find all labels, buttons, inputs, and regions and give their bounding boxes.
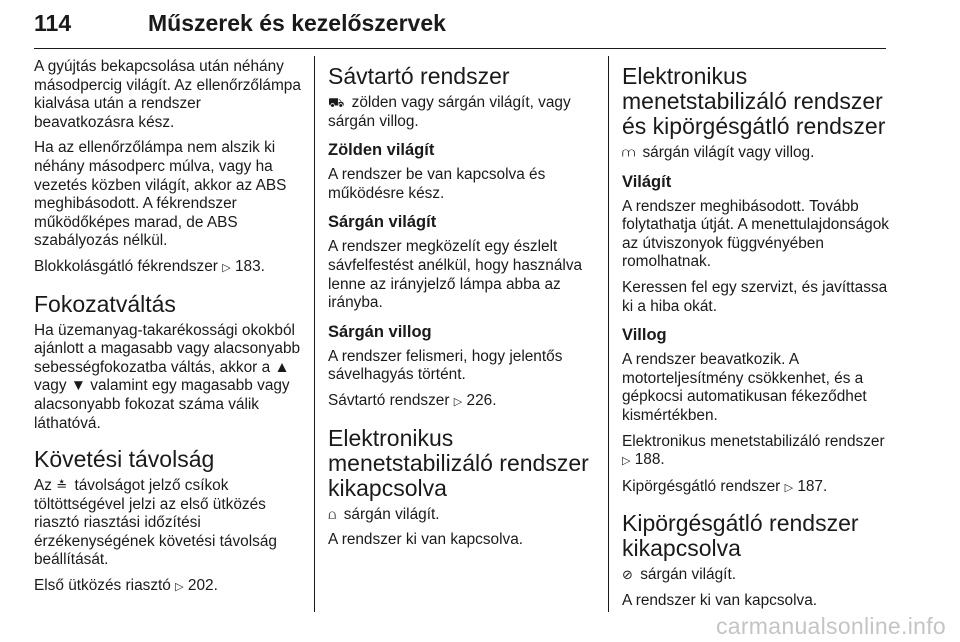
tc-off-text: ⊘ sárgán világít. [622,566,737,584]
heading-kovetesi-tavolsag: Követési távolság [34,446,215,473]
ref-arrow-icon: ▷ [222,261,231,274]
esp-icon: ⩋ [622,145,636,160]
heading-sargan-vilagit: Sárgán világít [328,213,437,232]
savtarto-text: ⛟ zölden vagy sárgán világít, vagy sárgán villog. [328,94,571,130]
zolden-text: A rendszer be van kapcsolva és működésre kész. [328,166,546,202]
savtarto-reference: Sávtartó rendszer ▷ 226. [328,391,497,409]
villog-paragraph-1: A rendszer beavatkozik. A motorteljesítmény csökkenhet, és a gépkocsi automatikusan fékeződhet kismértékben. [622,351,867,424]
vilagit-paragraph-1: A rendszer meghibásodott. Tovább folytathatja útját. A menettulajdonságok az útviszonyok függvényében romolhatnak. [622,197,889,271]
elso-utkozes-page-link[interactable]: 202. [187,577,218,595]
heading-villog: Villog [622,326,667,345]
column-3 [622,58,897,618]
heading-fokozatvaltas: Fokozatváltás [34,290,176,317]
fokozatvaltas-text: Ha üzemanyag-takarékossági okokból ajánlott a magasabb vagy alacsonyabb sebességfokozatba váltás, akkor a ▲ vagy ▼ valamint egy magasabb vagy alacsonyabb fokozat száma válik láthatóvá. [34,321,301,432]
esp-off-icon: ⩍ [328,506,337,522]
esp-reference: Elektronikus menetstabilizáló rendszer ▷ 188. [622,432,885,469]
vilagit-paragraph-2: Keressen fel egy szervizt, és javíttassa ki a hiba okát. [622,278,888,315]
column-divider [314,56,315,612]
heading-esp-kikapcsolva: Elektronikus menetstabilizáló rendszer kikapcsolva [328,424,589,501]
heading-savtarto: Sávtartó rendszer [328,63,510,89]
column-2 [328,58,598,557]
heading-sargan-villog: Sárgán villog [328,322,432,341]
abs-paragraph-1: A gyújtás bekapcsolása után néhány másodpercig világít. Az ellenőrzőlámpa kialvása után a rendszer beavatkozásra kész. [34,58,301,131]
abs-paragraph-2: Ha az ellenőrzőlámpa nem alszik ki néhány másodperc múlva, vagy ha vezetés közben világít, akkor az ABS meghibásodott. A fékrendszer működőképes marad, de ABS szabályozás nélkül. [34,139,287,250]
ref-arrow-icon: ▷ [622,455,631,468]
esp-page-link[interactable]: 188. [634,451,665,469]
heading-vilagit: Világít [622,172,672,191]
column-divider [608,56,609,612]
ref-arrow-icon: ▷ [784,481,794,494]
tc-off-text-2: A rendszer ki van kapcsolva. [622,591,818,609]
tc-page-link[interactable]: 187. [797,477,828,495]
esp-off-text-2: A rendszer ki van kapcsolva. [328,531,524,549]
distance-icon: ≛ [56,478,68,494]
watermark: carmanualsonline.info [715,613,946,639]
tc-off-icon: ⊘ [622,567,633,583]
ref-arrow-icon: ▷ [175,581,184,594]
lane-keep-icon: ⛟ [328,95,345,110]
sargan-text: A rendszer megközelít egy észlelt sávfelfestést anélkül, hogy használva lenne az irányjelző lámpa abba az irányba. [328,238,583,312]
elso-utkozes-reference: Első ütközés riasztó ▷ 202. [34,577,218,595]
heading-zolden: Zölden világít [328,141,435,160]
tc-reference: Kipörgésgátló rendszer ▷ 187. [622,477,828,495]
kovetesi-text: Az ≛ távolságot jelző csíkok töltöttségével jelzi az első ütközés riasztó riasztási időzítési érzékenységének követési távolság beállítását. [34,477,277,569]
villog-text: A rendszer felismeri, hogy jelentős sávelhagyás történt. [328,347,563,384]
abs-page-link[interactable]: 183. [234,257,265,275]
heading-tc-kikapcsolva: Kipörgésgátló rendszer kikapcsolva [622,510,859,562]
esp-off-text: ⩍ sárgán világít. [328,505,440,523]
abs-reference: Blokkolásgátló fékrendszer ▷ 183. [34,257,265,275]
page-header [34,4,886,49]
heading-esp: Elektronikus menetstabilizáló rendszer és kipörgésgátló rendszer [622,63,886,139]
page-number: 114 [34,10,72,36]
ref-arrow-icon: ▷ [453,395,463,408]
page-title: Műszerek és kezelőszervek [148,10,446,36]
savtarto-page-link[interactable]: 226. [466,391,497,409]
esp-text: ⩋ sárgán világít vagy villog. [622,144,815,161]
column-1 [34,58,304,604]
